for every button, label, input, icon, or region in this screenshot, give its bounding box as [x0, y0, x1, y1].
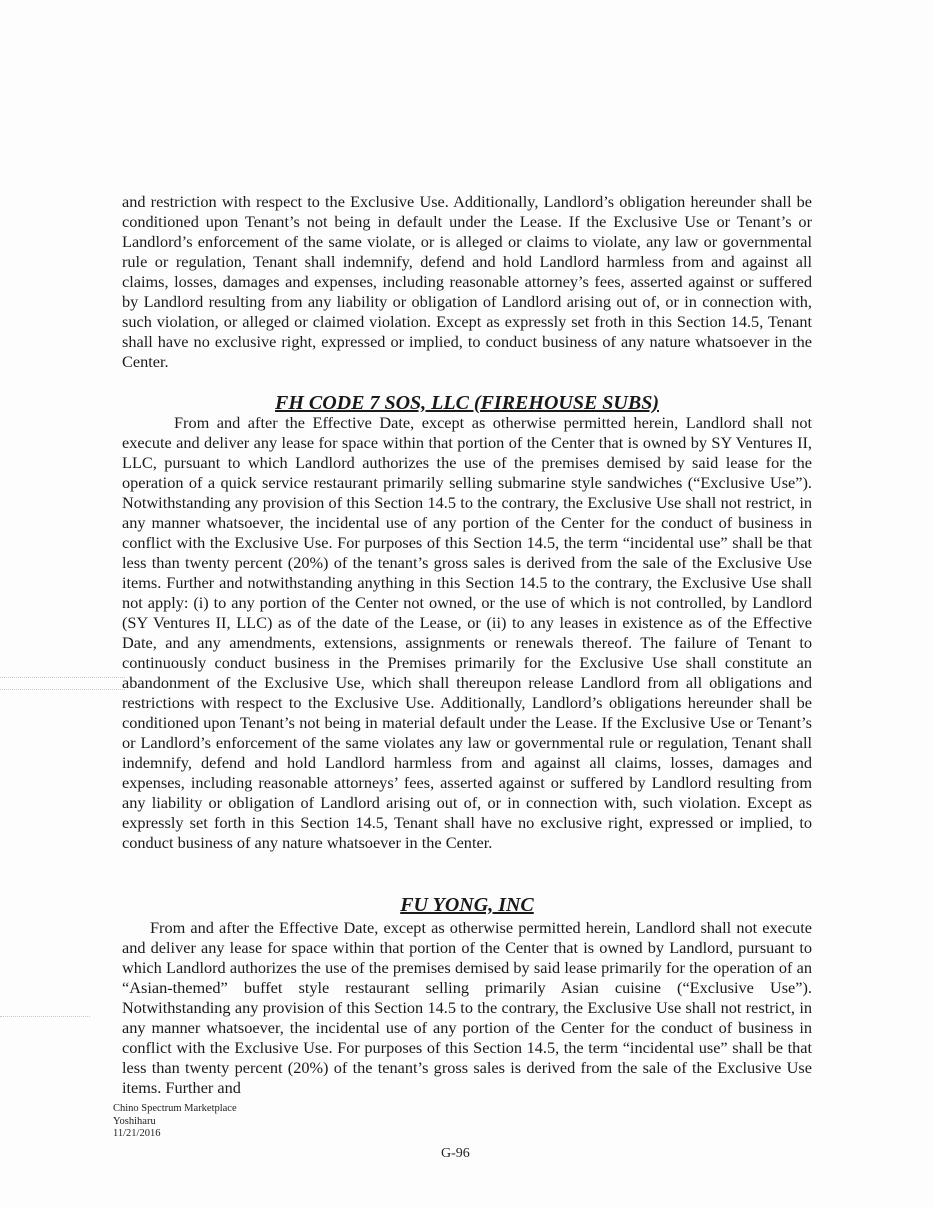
scan-artifact-line [0, 677, 125, 678]
continuation-paragraph-block [122, 192, 812, 372]
scan-artifact-line [0, 1016, 90, 1017]
footer-date: 11/21/2016 [113, 1128, 161, 1139]
document-footer [113, 1103, 237, 1141]
footer-tenant-name: Yoshiharu [113, 1115, 156, 1127]
scan-artifact-line [0, 689, 125, 690]
footer-property-name: Chino Spectrum Marketplace [113, 1103, 237, 1114]
page-number: G-96 [441, 1146, 470, 1161]
section-heading-fu-yong: FU YONG, INC [400, 894, 534, 916]
continuation-paragraph: and restriction with respect to the Exclusive Use. Additionally, Landlord’s obligation hereunder shall be conditioned upon Tenant’s not being in default under the Lease. If the Exclusive Use or Tenant’s or Landlord’s enforcement of the same violate, or is alleged or claims to violate, any law or governmental rule or regulation, Tenant shall indemnify, defend and hold Landlord harmless from and against all claims, losses, damages and expenses, including reasonable attorney’s fees, asserted against or suffered by Landlord resulting from any liability or obligation of Landlord arising out of, or in connection with, such violation, or alleged or claimed violation. Except as expressly set froth in this Section 14.5, Tenant shall have no exclusive right, expressed or implied, to conduct business of any nature whatsoever in the Center. [122, 192, 812, 371]
section-body-fu-yong [122, 918, 812, 1098]
section-heading-firehouse-subs: FH CODE 7 SOS, LLC (FIREHOUSE SUBS) [275, 392, 659, 414]
section-body-firehouse-subs [122, 413, 812, 853]
section-paragraph: From and after the Effective Date, except as otherwise permitted herein, Landlord shall not execute and deliver any lease for space within that portion of the Center that is owned by Landlord, pursuant to which Landlord authorizes the use of the premises demised by said lease primarily for the operation of an “Asian-themed” buffet style restaurant selling primarily Asian cuisine (“Exclusive Use”). Notwithstanding any provision of this Section 14.5 to the contrary, the Exclusive Use shall not restrict, in any manner whatsoever, the incidental use of any portion of the Center for the conduct of business in conflict with the Exclusive Use. For purposes of this Section 14.5, the term “incidental use” shall be that less than twenty percent (20%) of the tenant’s gross sales is derived from the sale of the Exclusive Use items. Further and [122, 918, 812, 1097]
section-paragraph: From and after the Effective Date, except as otherwise permitted herein, Landlord shall not execute and deliver any lease for space within that portion of the Center that is owned by SY Ventures II, LLC, pursuant to which Landlord authorizes the use of the premises demised by said lease for the operation of a quick service restaurant primarily selling submarine style sandwiches (“Exclusive Use”). Notwithstanding any provision of this Section 14.5 to the contrary, the Exclusive Use shall not restrict, in any manner whatsoever, the incidental use of any portion of the Center for the conduct of business in conflict with the Exclusive Use. For purposes of this Section 14.5, the term “incidental use” shall be that less than twenty percent (20%) of the tenant’s gross sales is derived from the sale of the Exclusive Use items. Further and notwithstanding anything in this Section 14.5 to the contrary, the Exclusive Use shall not apply: (i) to any portion of the Center not owned, or the use of which is not controlled, by Landlord (SY Ventures II, LLC) as of the date of the Lease, or (ii) to any leases in existence as of the Effective Date, and any amendments, extensions, assignments or renewals thereof. The failure of Tenant to continuously conduct business in the Premises primarily for the Exclusive Use shall constitute an abandonment of the Exclusive Use, which shall thereupon release Landlord from all obligations and restrictions with respect to the Exclusive Use. Additionally, Landlord’s obligations hereunder shall be conditioned upon Tenant’s not being in material default under the Lease. If the Exclusive Use or Tenant’s or Landlord’s enforcement of the same violates any law or governmental rule or regulation, Tenant shall indemnify, defend and hold Landlord harmless from and against all claims, losses, damages and expenses, including reasonable attorneys’ fees, asserted against or suffered by Landlord resulting from any liability or obligation of Landlord arising out of, or in connection with, such violation. Except as expressly set forth in this Section 14.5, Tenant shall have no exclusive right, expressed or implied, to conduct business of any nature whatsoever in the Center. [122, 413, 812, 852]
